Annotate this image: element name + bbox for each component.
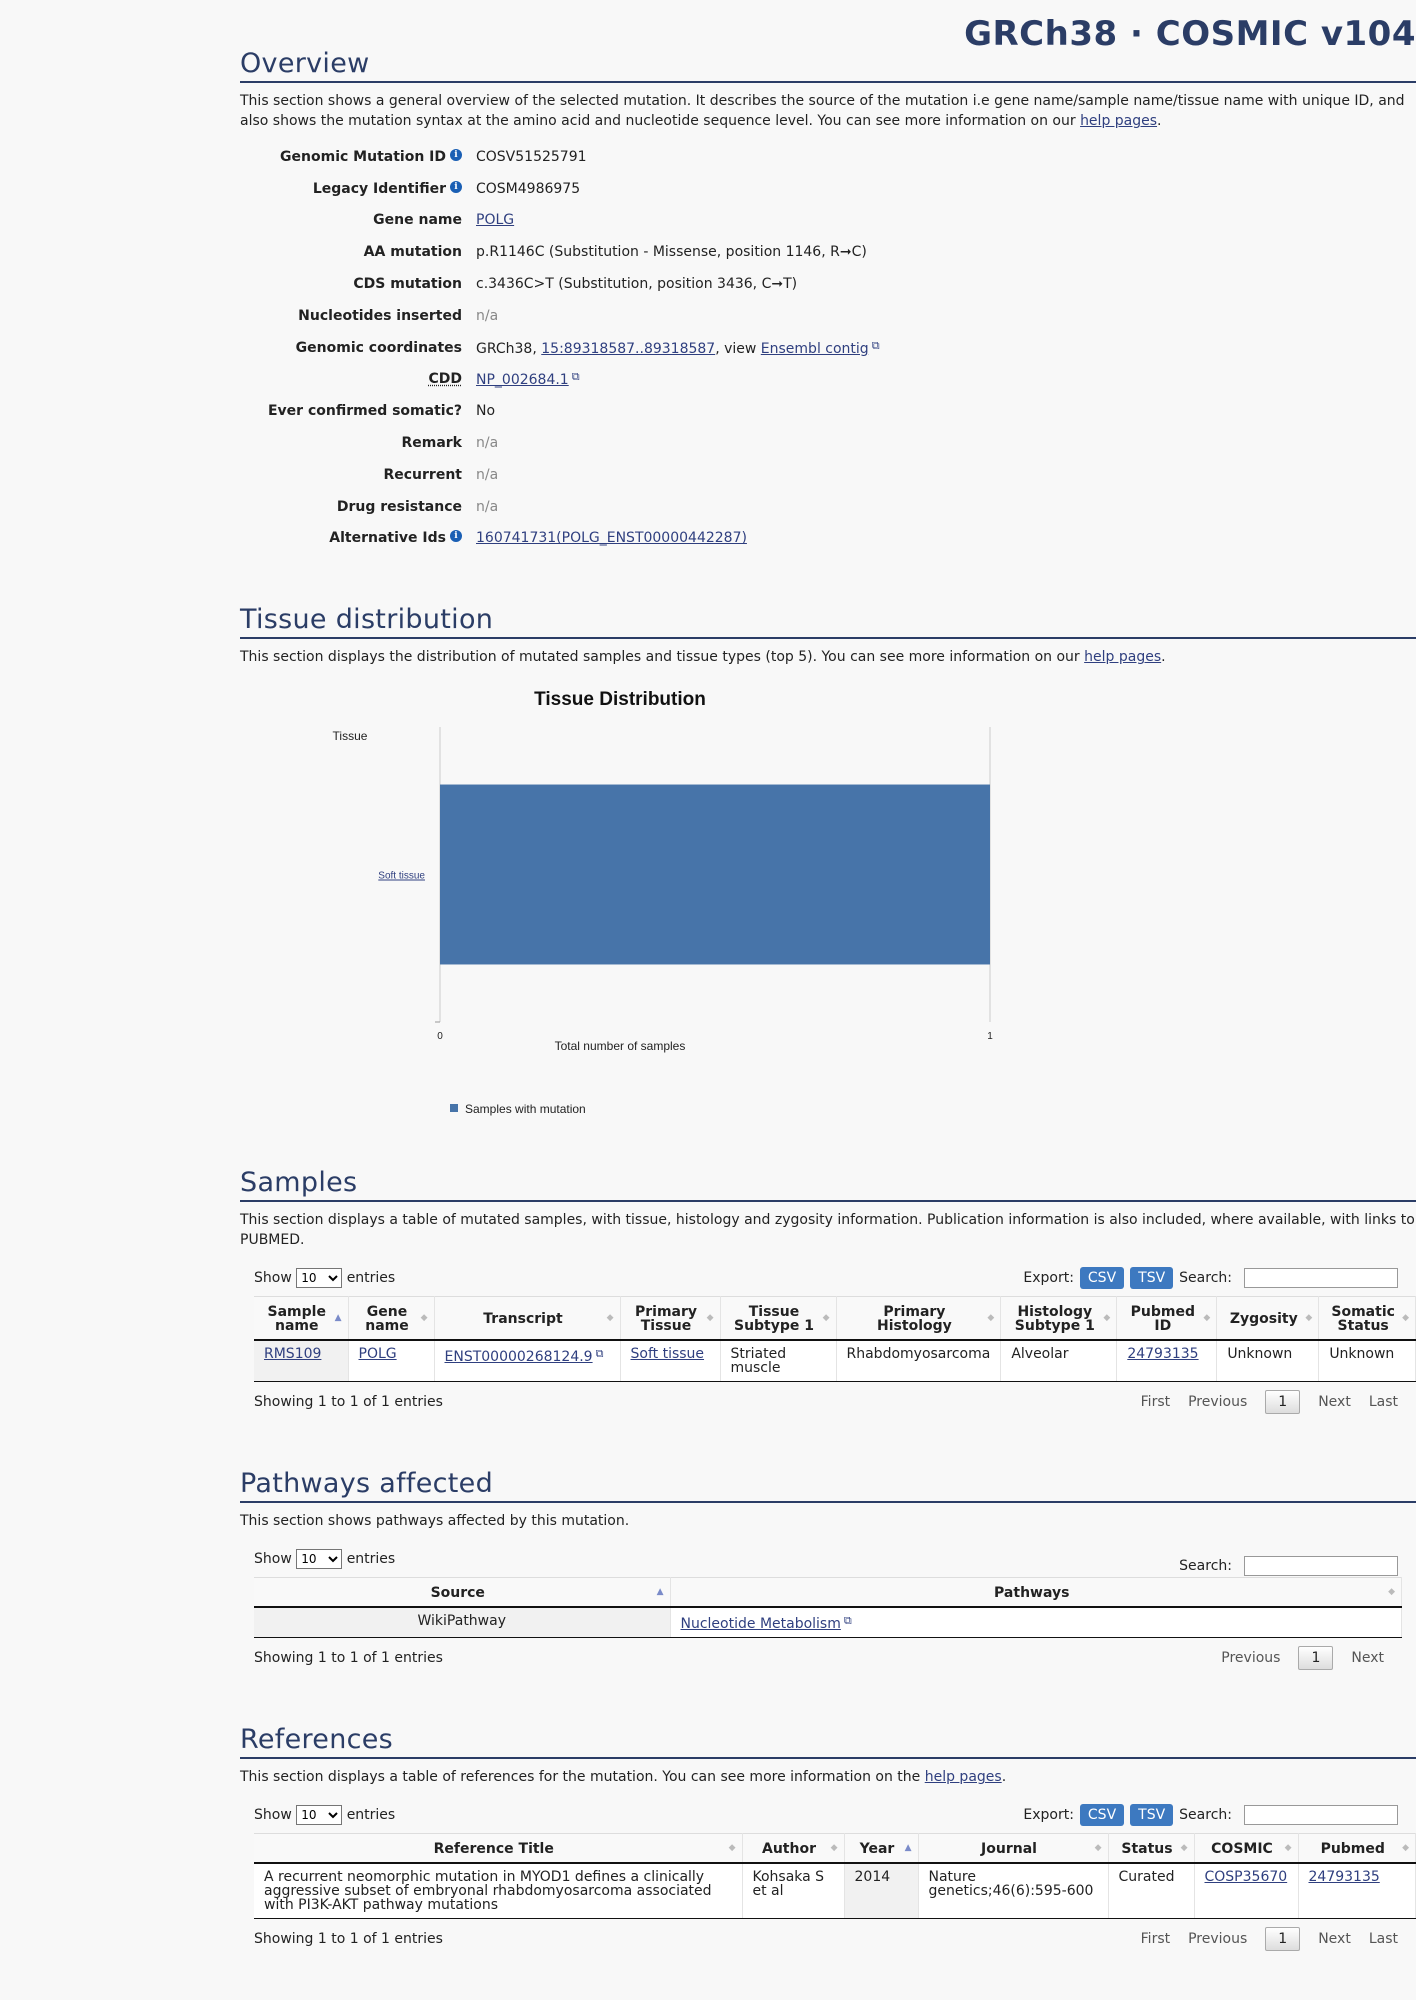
page-current-button[interactable]: 1 (1265, 1927, 1300, 1951)
overview-section (240, 48, 1416, 554)
pubmed-link[interactable]: 24793135 (1308, 1869, 1380, 1886)
sort-icon: ◆ (1094, 1843, 1102, 1854)
samples-page-size-select[interactable] (296, 1268, 342, 1288)
page-first-button[interactable]: First (1140, 1931, 1171, 1948)
sort-icon: ◆ (1180, 1843, 1188, 1854)
page-last-button[interactable]: Last (1368, 1394, 1398, 1411)
sort-asc-icon: ▲ (656, 1587, 664, 1598)
legend-swatch (450, 1104, 458, 1112)
col-year[interactable]: Year ▲ (844, 1834, 918, 1864)
references-page-size-select[interactable] (296, 1805, 342, 1825)
samples-pagination (1141, 1390, 1398, 1414)
alternative-id-link[interactable]: 160741731(POLG_ENST00000442287) (476, 530, 747, 547)
pathways-pagination (1221, 1646, 1398, 1670)
pathways-table-area: Show 10 entries Search: Source ▲ Pathways ◆ WikiPathway Nucleotide Metabolism ⧉ Showing 1 to 1 of 1 entries Previous 1 Next (240, 1541, 1416, 1678)
references-search-input[interactable] (1244, 1805, 1398, 1825)
references-heading: References (240, 1724, 1416, 1759)
references-info: Showing 1 to 1 of 1 entries (254, 1931, 443, 1948)
detail-drug-resistance: Drug resistance n/a (336, 498, 499, 515)
gene-link[interactable]: POLG (476, 212, 515, 229)
col-zygosity[interactable]: Zygosity ◆ (1217, 1297, 1319, 1341)
col-journal[interactable]: Journal ◆ (918, 1834, 1108, 1864)
detail-remark: Remark n/a (401, 435, 499, 452)
sort-asc-icon: ▲ (334, 1313, 342, 1324)
col-pathways[interactable]: Pathways ◆ (670, 1578, 1402, 1608)
external-link-icon: ⧉ (571, 370, 580, 384)
references-pagination (1141, 1927, 1398, 1951)
sort-icon: ◆ (1402, 1313, 1409, 1324)
detail-alternative-ids: Alternative Ids i 160741731(POLG_ENST00000442287) (329, 530, 747, 547)
detail-cds-mutation: CDS mutation c.3436C>T (Substitution, position 3436, C➞T) (353, 276, 798, 293)
chart-title: Tissue Distribution (534, 689, 706, 711)
tsv-export-button[interactable]: TSV (1130, 1804, 1173, 1826)
external-link-icon: ⧉ (843, 1614, 852, 1628)
page-previous-button[interactable]: Previous (1188, 1931, 1248, 1948)
x-tick-label: 1 (987, 1031, 993, 1043)
page-title: GRCh38 · COSMIC v104 (964, 14, 1416, 54)
chart-plot-area (378, 727, 993, 1042)
cdd-link[interactable]: NP_002684.1 (476, 372, 569, 389)
references-table-area: Show 10 entries Export: CSV TSV Search: Reference Title ◆ Author ◆ Year ▲ Journal ◆ Status ◆ COSMIC ◆ Pubmed ◆ A recurrent neomorphic mutation in MYOD1 defines a clinically aggressive subset of embryonal rhabdomyosarcoma associated with PI3K-AKT pathway mutations Kohsaka S et al 2014 Nature genetics;46(6):595-600 Curated COSP35670 24793135 Showing 1 to 1 of 1 entries First Previous 1 Next Last (240, 1797, 1416, 1959)
page-first-button[interactable]: First (1140, 1394, 1171, 1411)
coordinates-link[interactable]: 15:89318587..89318587 (541, 340, 716, 357)
x-tick-label: 0 (437, 1031, 443, 1043)
pathway-link[interactable]: Nucleotide Metabolism (680, 1616, 841, 1633)
pubmed-link[interactable]: 24793135 (1127, 1346, 1199, 1363)
col-reference-title[interactable]: Reference Title ◆ (254, 1834, 742, 1864)
sort-icon: ◆ (1388, 1587, 1395, 1598)
tsv-export-button[interactable]: TSV (1130, 1267, 1173, 1289)
chart-x-label: Total number of samples (554, 1039, 686, 1054)
col-gene-name[interactable]: Gene name ◆ (348, 1297, 434, 1341)
csv-export-button[interactable]: CSV (1080, 1267, 1124, 1289)
samples-table (254, 1296, 1416, 1382)
page-next-button[interactable]: Next (1318, 1931, 1351, 1948)
sort-icon: ◆ (1284, 1843, 1292, 1854)
references-table (254, 1833, 1416, 1919)
sort-icon: ◆ (728, 1843, 736, 1854)
sort-asc-icon: ▲ (904, 1843, 912, 1854)
table-header-row (254, 1297, 1416, 1341)
samples-heading: Samples (240, 1167, 1416, 1202)
page-next-button[interactable]: Next (1351, 1650, 1384, 1667)
gene-link[interactable]: POLG (358, 1346, 397, 1363)
col-sample-name[interactable]: Sample name ▲ (254, 1297, 348, 1341)
table-row: RMS109 POLG ENST00000268124.9 ⧉ Soft tissue Striated muscle Rhabdomyosarcoma Alveolar 24793135 Unknown Unknown (254, 1340, 1416, 1382)
info-icon[interactable]: i (450, 530, 462, 542)
info-icon[interactable]: i (450, 149, 462, 161)
col-somatic-status[interactable]: Somatic Status ◆ (1319, 1297, 1416, 1341)
pathways-search-input[interactable] (1244, 1556, 1398, 1576)
sort-icon: ◆ (1305, 1313, 1313, 1324)
sort-icon: ◆ (420, 1313, 428, 1324)
pathways-description: This section shows pathways affected by this mutation. (240, 1513, 630, 1530)
table-header-row (254, 1834, 1416, 1864)
tissue-heading: Tissue distribution (240, 604, 1416, 639)
ensembl-contig-link[interactable]: Ensembl contig (760, 340, 869, 357)
pathways-table (254, 1577, 1402, 1638)
col-pubmed[interactable]: Pubmed ◆ (1298, 1834, 1416, 1864)
overview-details (240, 141, 1416, 554)
detail-recurrent: Recurrent n/a (383, 466, 499, 483)
csv-export-button[interactable]: CSV (1080, 1804, 1124, 1826)
col-transcript[interactable]: Transcript ◆ (434, 1297, 620, 1341)
legend-label: Samples with mutation (465, 1102, 586, 1117)
pathways-page-size-select[interactable] (296, 1549, 342, 1569)
references-section (240, 1724, 1416, 1959)
samples-section (240, 1167, 1416, 1422)
detail-legacy-identifier: Legacy Identifier i COSM4986975 (312, 180, 581, 197)
col-tissue-subtype[interactable]: Tissue Subtype 1 ◆ (720, 1297, 836, 1341)
page-previous-button[interactable]: Previous (1188, 1394, 1248, 1411)
help-pages-link[interactable]: help pages (1084, 649, 1162, 666)
external-link-icon: ⧉ (871, 338, 880, 352)
tissue-chart (240, 677, 1416, 1137)
table-header-row (254, 1578, 1402, 1608)
page-last-button[interactable]: Last (1368, 1931, 1398, 1948)
page-previous-button[interactable]: Previous (1221, 1650, 1281, 1667)
detail-genomic-coordinates: Genomic coordinates GRCh38, 15:89318587..89318587, view Ensembl contig ⧉ (295, 338, 880, 357)
sort-icon: ◆ (706, 1313, 714, 1324)
external-link-icon: ⧉ (595, 1347, 604, 1361)
info-icon[interactable]: i (450, 181, 462, 193)
samples-search-input[interactable] (1244, 1268, 1398, 1288)
chart-y-label: Tissue (332, 729, 368, 744)
samples-description: This section displays a table of mutated samples, with tissue, histology and zygosity information. Publication information is also included, where available, with links to PUBMED. (240, 1212, 1415, 1249)
pathways-heading: Pathways affected (240, 1468, 1416, 1503)
page-next-button[interactable]: Next (1318, 1394, 1351, 1411)
table-row: A recurrent neomorphic mutation in MYOD1 defines a clinically aggressive subset of embryonal rhabdomyosarcoma associated with PI3K-AKT pathway mutations Kohsaka S et al 2014 Nature genetics;46(6):595-600 Curated COSP35670 24793135 (254, 1863, 1416, 1919)
pathways-info: Showing 1 to 1 of 1 entries (254, 1650, 443, 1667)
overview-description: This section shows a general overview of the selected mutation. It describes the source of the mutation i.e gene name/sample name/tissue name with unique ID, and also shows the mutation syntax at the amino acid and nucleotide sequence level. You can see more information on our help pages. (240, 93, 1405, 129)
samples-table-area: Show 10 entries Export: CSV TSV Search: Sample name ▲ Gene name ◆ Transcript ◆ Primary Tissue ◆ Tissue Subtype 1 ◆ Primary Histology ◆ Histology Subtype 1 ◆ Pubmed ID ◆ Zygosity ◆ Somatic Status ◆ RMS109 POLG ENST00000268124.9 ⧉ Soft tissue Striated muscle Rhabdomyosarcoma Alveolar 24793135 Unknown Unknown Showing 1 to 1 of 1 entries First Previous 1 Next Last (240, 1260, 1416, 1422)
detail-nucleotides-inserted: Nucleotides inserted n/a (298, 307, 499, 324)
tissue-section (240, 604, 1416, 1137)
chart-bar (440, 785, 990, 965)
detail-ever-confirmed-somatic: Ever confirmed somatic? No (267, 403, 496, 420)
y-category-label: Soft tissue (378, 870, 425, 882)
samples-info: Showing 1 to 1 of 1 entries (254, 1394, 443, 1411)
cosmic-study-link[interactable]: COSP35670 (1204, 1869, 1288, 1886)
detail-gene-name: Gene name POLG (373, 212, 515, 229)
sort-icon: ◆ (987, 1313, 995, 1324)
col-cosmic[interactable]: COSMIC ◆ (1194, 1834, 1298, 1864)
sort-icon: ◆ (1103, 1313, 1111, 1324)
col-histology-subtype[interactable]: Histology Subtype 1 ◆ (1001, 1297, 1117, 1341)
help-pages-link[interactable]: help pages (924, 1769, 1002, 1786)
tissue-description: This section displays the distribution of mutated samples and tissue types (top 5). You can see more information on our help pages. (240, 649, 1166, 666)
tissue-link[interactable]: Soft tissue (630, 1346, 705, 1363)
detail-genomic-mutation-id: Genomic Mutation ID i COSV51525791 (280, 148, 587, 165)
col-source[interactable]: Source ▲ (254, 1578, 670, 1608)
col-author[interactable]: Author ◆ (742, 1834, 844, 1864)
sort-icon: ◆ (1203, 1313, 1211, 1324)
help-pages-link[interactable]: help pages (1080, 113, 1158, 129)
sort-icon: ◆ (822, 1313, 830, 1324)
tissue-chart-svg (240, 677, 1416, 1137)
sort-icon: ◆ (830, 1843, 838, 1854)
transcript-link[interactable]: ENST00000268124.9 (444, 1349, 593, 1366)
col-status[interactable]: Status ◆ (1108, 1834, 1194, 1864)
table-row: WikiPathway Nucleotide Metabolism ⧉ (254, 1607, 1402, 1638)
detail-cdd: CDD NP_002684.1 ⧉ (428, 370, 580, 389)
detail-aa-mutation: AA mutation p.R1146C (Substitution - Missense, position 1146, R➞C) (363, 244, 867, 261)
page-current-button[interactable]: 1 (1265, 1390, 1300, 1414)
page-current-button[interactable]: 1 (1298, 1646, 1333, 1670)
sort-icon: ◆ (606, 1313, 614, 1324)
references-description: This section displays a table of references for the mutation. You can see more information on the help pages. (240, 1769, 1007, 1786)
sort-icon: ◆ (1402, 1843, 1409, 1854)
sample-link[interactable]: RMS109 (264, 1346, 322, 1363)
col-pubmed-id[interactable]: Pubmed ID ◆ (1117, 1297, 1217, 1341)
pathways-section (240, 1468, 1416, 1678)
col-primary-histology[interactable]: Primary Histology ◆ (836, 1297, 1001, 1341)
overview-heading: Overview (240, 48, 1416, 83)
col-primary-tissue[interactable]: Primary Tissue ◆ (620, 1297, 720, 1341)
